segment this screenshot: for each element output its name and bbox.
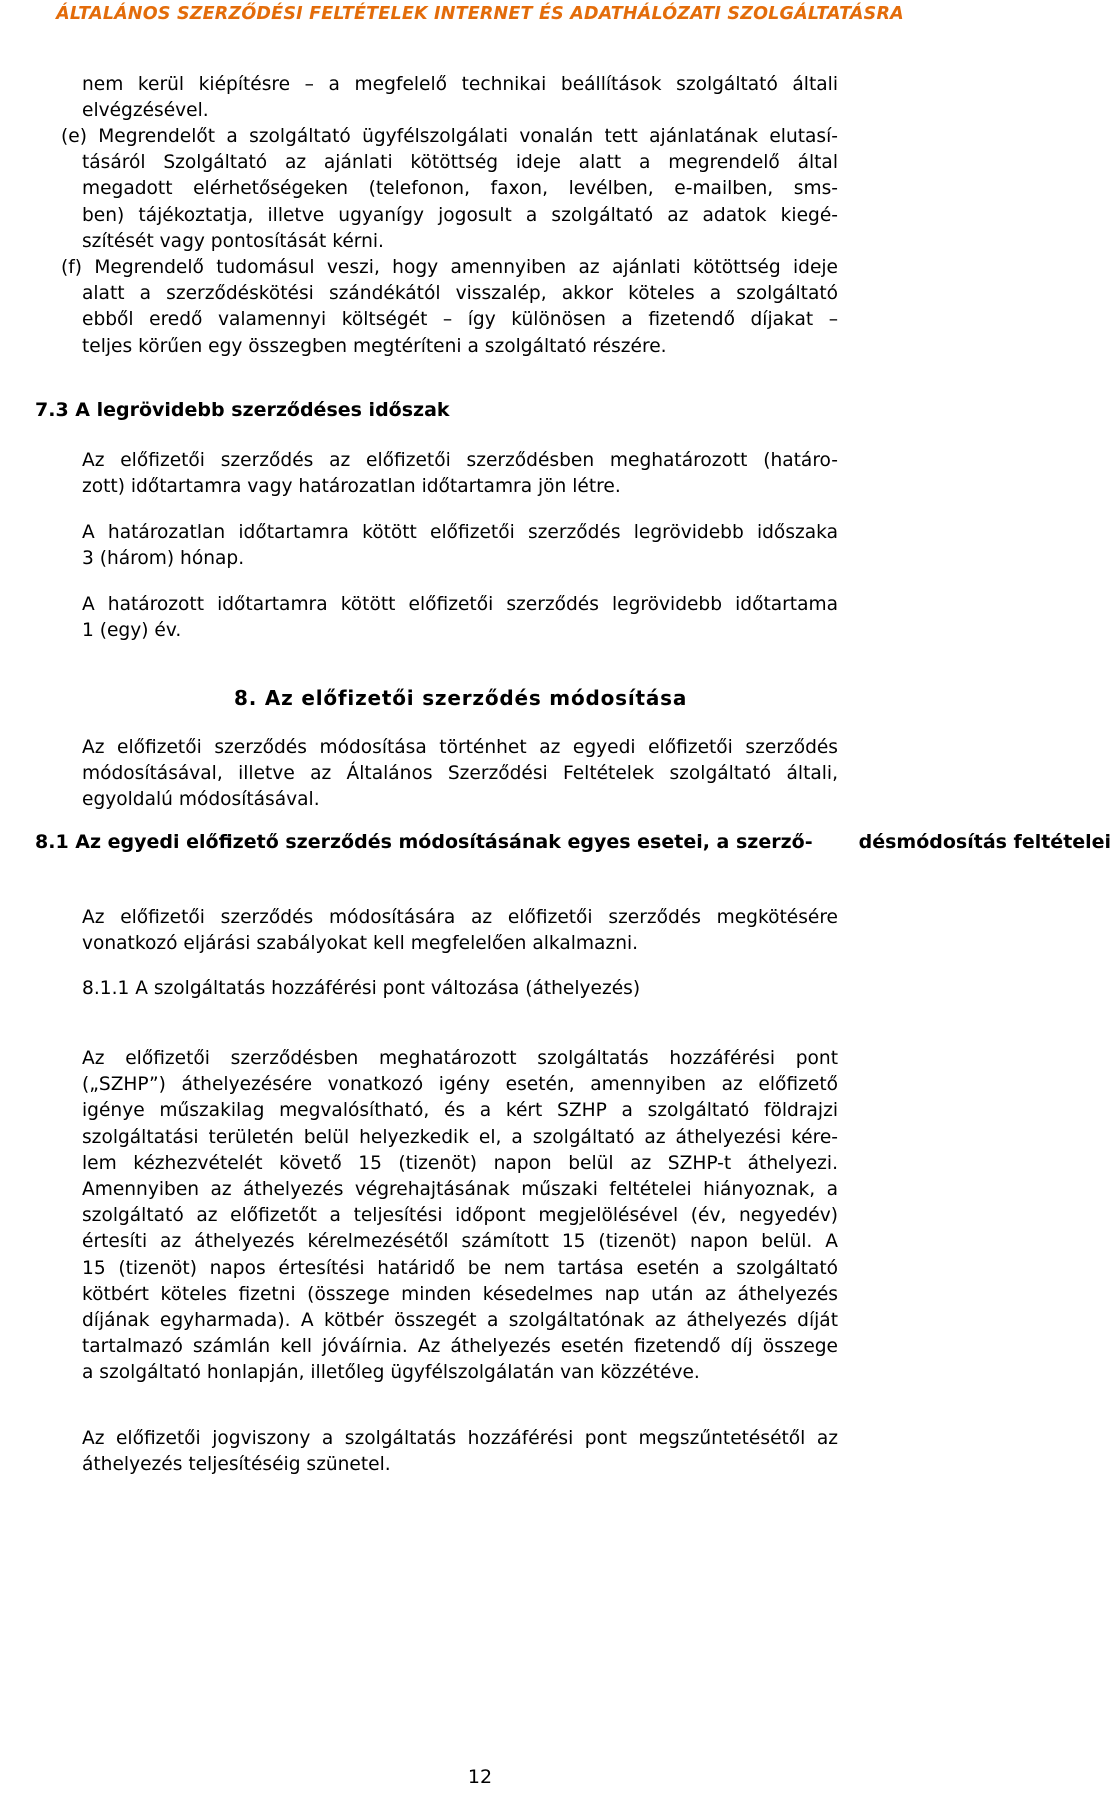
text-line: elvégzésével. xyxy=(82,100,209,122)
list-item-e xyxy=(61,124,838,255)
text-line: 3 (három) hónap. xyxy=(82,548,245,570)
text-line: teljes körűen egy összegben megtéríteni a szolgáltató részére. xyxy=(82,335,667,357)
paragraph-7-3-c xyxy=(82,592,838,644)
chapter-heading-8: 8. Az előfizetői szerződés módosítása xyxy=(234,686,688,710)
section-heading-7-3: 7.3 A legrövidebb szerződéses időszak xyxy=(35,399,450,421)
text-line: szolgáltatási területén belül helyezkedik el, a szolgáltató az áthelyezési kére- xyxy=(82,1126,838,1148)
subheading-8-1-1: 8.1.1 A szolgáltatás hozzáférési pont változása (áthelyezés) xyxy=(82,978,641,999)
text-line: 1 (egy) év. xyxy=(82,620,182,642)
text-line: szítését vagy pontosítását kérni. xyxy=(82,230,384,252)
text-line: módosításával, illetve az Általános Szerződési Feltételek szolgáltató általi, xyxy=(82,763,838,785)
text-line: megadott elérhetőségeken (telefonon, faxon, levélben, e-mailben, sms- xyxy=(82,178,838,200)
text-line: egyoldalú módosításával. xyxy=(82,789,320,811)
text-line: Amennyiben az áthelyezés végrehajtásának műszaki feltételei hiányoznak, a xyxy=(82,1179,838,1201)
text-line: igénye műszakilag megvalósítható, és a kért SZHP a szolgáltató földrajzi xyxy=(82,1100,838,1122)
text-line: lem kézhezvételét követő 15 (tizenöt) napon belül az SZHP-t áthelyezi. xyxy=(82,1152,838,1174)
text-line: értesíti az áthelyezés kérelmezésétől számított 15 (tizenöt) napon belül. A xyxy=(82,1231,838,1253)
text-line: Az előfizetői jogviszony a szolgáltatás hozzáférési pont megszűntetésétől az xyxy=(82,1428,838,1449)
text-line: Az előfizetői szerződés módosítására az előfizetői szerződés megkötésére xyxy=(82,907,838,928)
paragraph-8-1-1-b xyxy=(82,1426,838,1478)
text-line: A határozatlan időtartamra kötött előfizetői szerződés legrövidebb időszaka xyxy=(82,522,838,543)
paragraph-7-3-a xyxy=(82,448,838,500)
text-line: a szolgáltató honlapján, illetőleg ügyfélszolgálatán van közzétéve. xyxy=(82,1362,700,1384)
text-line: tartalmazó számlán kell jóváírnia. Az áthelyezés esetén fizetendő díj összege xyxy=(82,1336,838,1358)
text-line: ben) tájékoztatja, illetve ugyanígy jogosult a szolgáltató az adatok kiegé- xyxy=(82,204,838,226)
text-line: díjának egyharmada). A kötbér összegét a szolgáltatónak az áthelyezés díját xyxy=(82,1310,838,1332)
text-line: (f) Megrendelő tudomásul veszi, hogy amennyiben az ajánlati kötöttség ideje xyxy=(61,257,838,278)
paragraph-8-1-1-a xyxy=(82,1046,838,1387)
text-line: nem kerül kiépítésre – a megfelelő technikai beállítások szolgáltató általi xyxy=(82,74,838,95)
paragraph-8 xyxy=(82,735,838,814)
text-line: désmódosítás feltételei xyxy=(858,831,1111,853)
text-line: Az előfizetői szerződés módosítása történhet az egyedi előfizetői szerződés xyxy=(82,737,838,758)
text-line: 15 (tizenöt) napos értesítési határidő be nem tartása esetén a szolgáltató xyxy=(82,1257,838,1279)
text-line: tásáról Szolgáltató az ajánlati kötöttség ideje alatt a megrendelő által xyxy=(82,152,838,174)
text-line: 8.1 Az egyedi előfizető szerződés módosításának egyes esetei, a szerző- xyxy=(35,831,813,853)
text-line: kötbért köteles fizetni (összege minden késedelmes nap után az áthelyezés xyxy=(82,1283,838,1305)
text-line: alatt a szerződéskötési szándékától visszalép, akkor köteles a szolgáltató xyxy=(82,283,838,305)
text-line: Az előfizetői szerződésben meghatározott szolgáltatás hozzáférési pont xyxy=(82,1048,838,1069)
paragraph-8-1 xyxy=(82,905,838,957)
text-line: („SZHP”) áthelyezésére vonatkozó igény esetén, amennyiben az előfizető xyxy=(82,1074,838,1096)
text-line: A határozott időtartamra kötött előfizetői szerződés legrövidebb időtartama xyxy=(82,594,838,615)
text-line: Az előfizetői szerződés az előfizetői szerződésben meghatározott (határo- xyxy=(82,450,838,471)
list-item-f xyxy=(61,255,838,360)
text-line: szolgáltató az előfizetőt a teljesítési időpont megjelölésével (év, negyedév) xyxy=(82,1205,838,1227)
section-heading-8-1 xyxy=(35,829,1111,855)
page-number: 12 xyxy=(467,1766,493,1788)
text-line: ebből eredő valamennyi költségét – így különösen a fizetendő díjakat – xyxy=(82,309,838,331)
paragraph-continuation xyxy=(82,72,838,124)
text-line: zott) időtartamra vagy határozatlan időtartamra jön létre. xyxy=(82,476,621,498)
text-line: vonatkozó eljárási szabályokat kell megfelelően alkalmazni. xyxy=(82,933,639,955)
running-header: ÁLTALÁNOS SZERZŐDÉSI FELTÉTELEK INTERNET ÉS ADATHÁLÓZATI SZOLGÁLTATÁSRA xyxy=(56,4,904,24)
text-line: áthelyezés teljesítéséig szünetel. xyxy=(82,1454,391,1476)
text-line: (e) Megrendelőt a szolgáltató ügyfélszolgálati vonalán tett ajánlatának elutasí- xyxy=(61,126,838,147)
paragraph-7-3-b xyxy=(82,520,838,572)
